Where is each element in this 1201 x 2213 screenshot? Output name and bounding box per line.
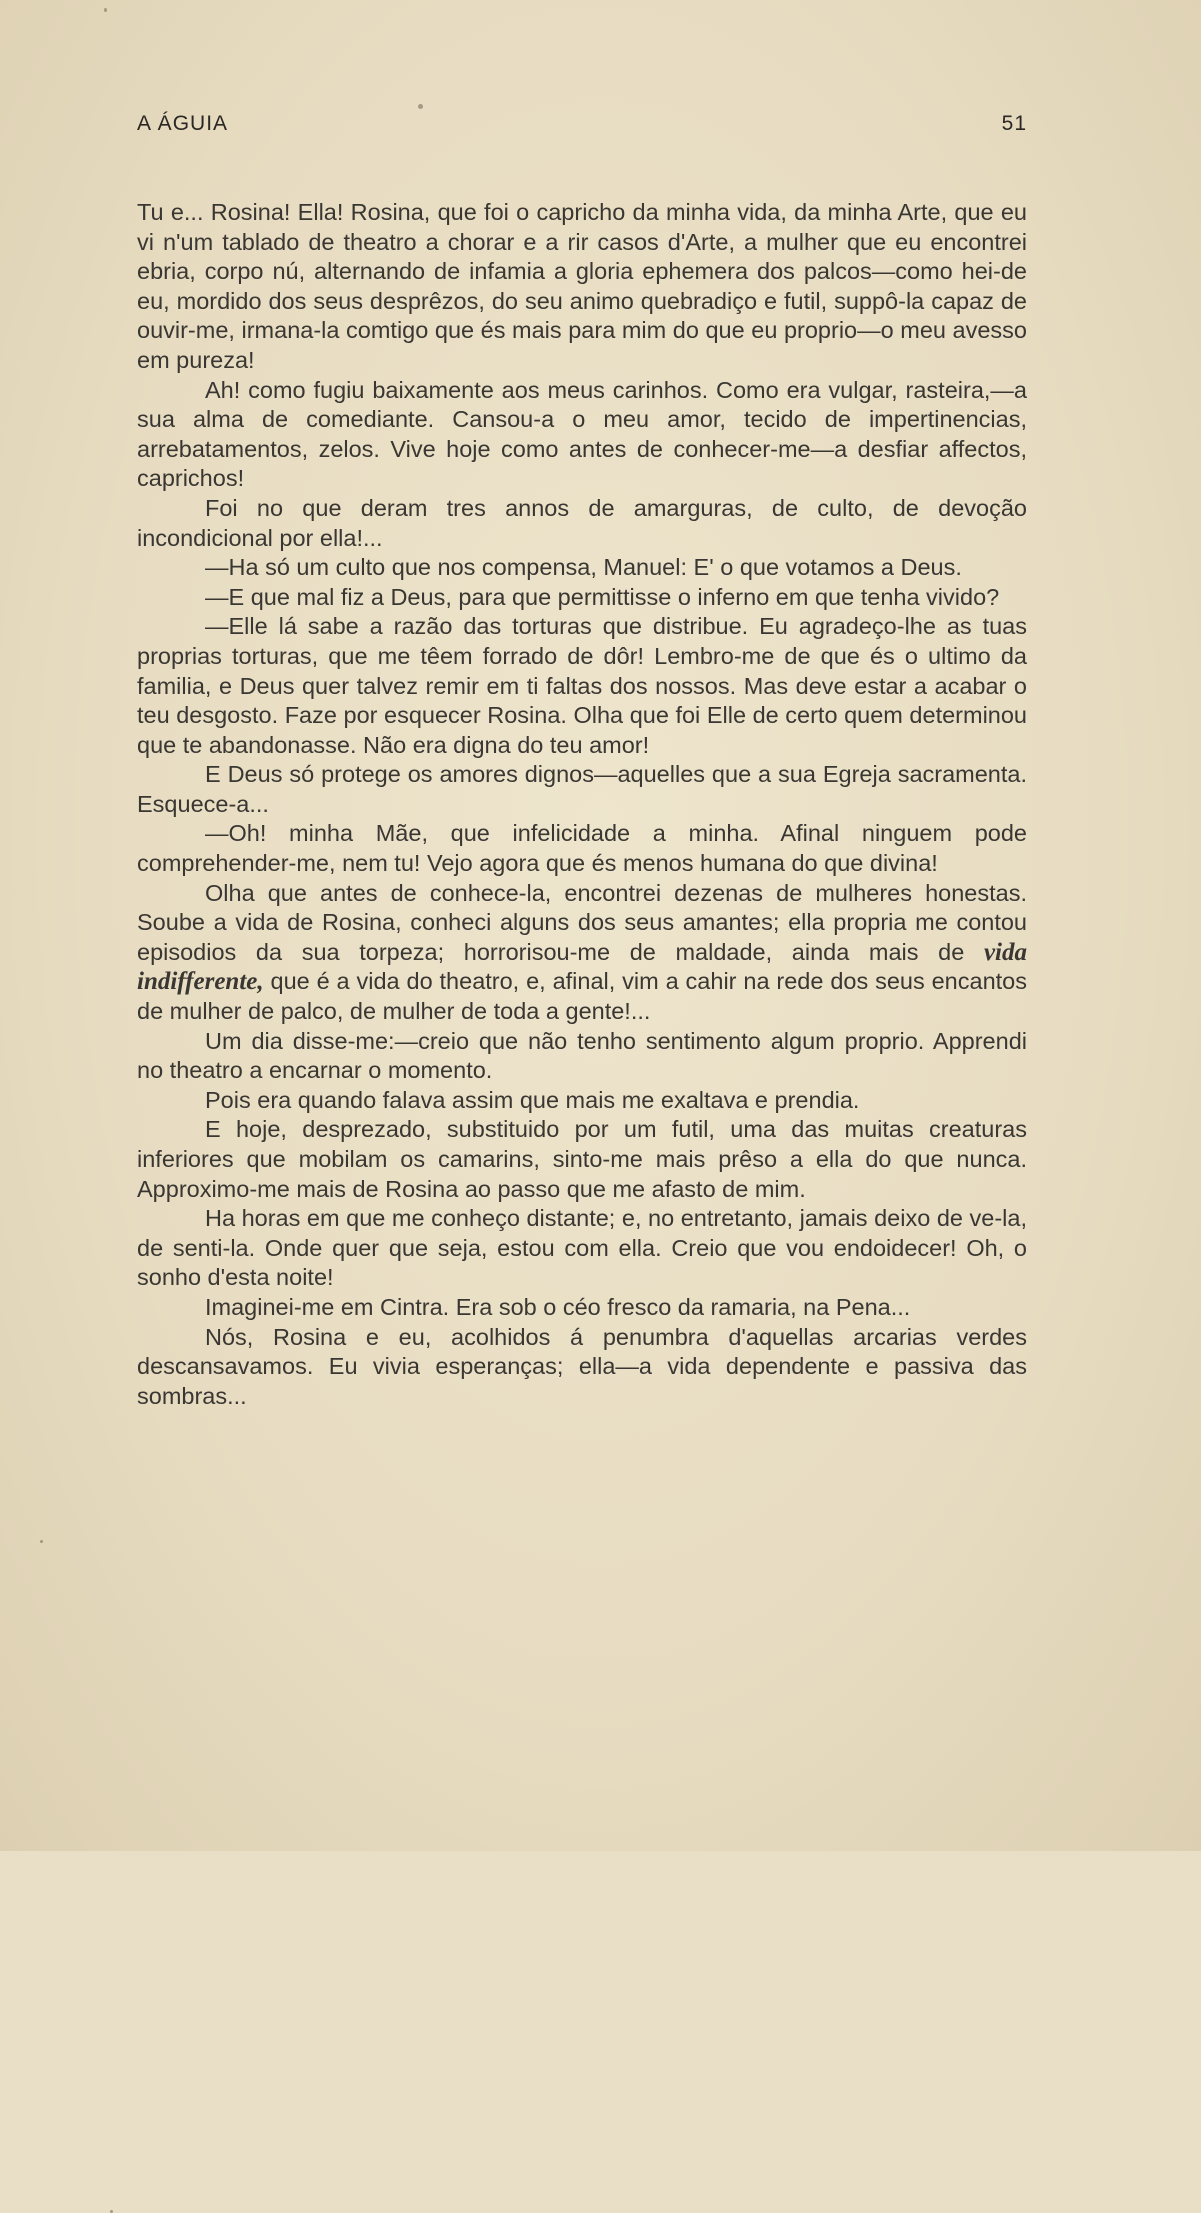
- dialogue-paragraph: —Ha só um culto que nos compensa, Manuel: E' o que votamos a Deus.: [205, 554, 962, 581]
- paragraph: E Deus só protege os amores dignos—aquelles que a sua Egreja sacramenta. Esquece-a...: [137, 761, 1027, 817]
- paragraph-text: que é a vida do theatro, e, afinal, vim a cahir na rede dos seus encantos de mulher de palco, de mulher de toda a gente!...: [137, 968, 1027, 1025]
- paragraph: Imaginei-me em Cintra. Era sob o céo fresco da ramaria, na Pena...: [205, 1293, 911, 1320]
- paragraph: Ha horas em que me conheço distante; e, no entretanto, jamais deixo de ve-la, de senti-la. Onde quer que seja, estou com ella. Creio que vou endoidecer! Oh, o sonho d'esta noite!: [137, 1205, 1027, 1291]
- dialogue-paragraph: —Elle lá sabe a razão das torturas que distribue. Eu agradeço-lhe as tuas proprias torturas, que me têem forrado de dôr! Lembro-me de que és o ultimo da familia, e Deus quer talvez remir em ti faltas dos nossos. Mas deve estar a acabar o teu desgosto. Faze por esquecer Rosina. Olha que foi Elle de certo quem determinou que te abandonasse. Não era digna do teu amor!: [137, 613, 1027, 758]
- paragraph: [137, 879, 1027, 1027]
- journal-title: A ÁGUIA: [137, 112, 229, 135]
- paper-speck: [418, 104, 423, 109]
- emphasized-phrase: vida indifferente,: [137, 938, 1027, 996]
- running-header: [137, 112, 1027, 144]
- paragraph: E hoje, desprezado, substituido por um futil, uma das muitas creaturas inferiores que mobilam os camarins, sinto-me mais prêso a ella do que nunca. Approximo-me mais de Rosina ao passo que me afasto de mim.: [137, 1116, 1027, 1202]
- paragraph: Foi no que deram tres annos de amarguras, de culto, de devoção incondicional por ella!...: [137, 494, 1027, 551]
- paragraph: Um dia disse-me:—creio que não tenho sentimento algum proprio. Apprendi no theatro a encarnar o momento.: [137, 1027, 1027, 1084]
- dialogue-paragraph: —Oh! minha Mãe, que infelicidade a minha. Afinal ninguem pode comprehender-me, nem tu! Vejo agora que és menos humana do que divina!: [137, 820, 1027, 877]
- paragraph: Ah! como fugiu baixamente aos meus carinhos. Como era vulgar, rasteira,—a sua alma de comediante. Cansou-a o meu amor, tecido de impertinencias, arrebatamentos, zelos. Vive hoje como antes de conhecer-me—a desfiar affectos, caprichos!: [137, 376, 1027, 492]
- body-text: [137, 198, 1027, 1411]
- paragraph-text: Olha que antes de conhece-la, encontrei dezenas de mulheres honestas. Soube a vida de Rosina, conheci alguns dos seus amantes; ella propria me contou episodios da sua torpeza; horrorisou-me de maldade, ainda mais de: [137, 879, 1027, 965]
- paragraph: Tu e... Rosina! Ella! Rosina, que foi o capricho da minha vida, da minha Arte, que eu vi n'um tablado de theatro a chorar e a rir casos d'Arte, a mulher que eu encontrei ebria, corpo nú, alternando de infamia a gloria ephemera dos palcos—como hei-de eu, mordido dos seus desprêzos, do seu animo quebradiço e futil, suppô-la capaz de ouvir-me, irmana-la comtigo que és mais para mim do que eu proprio—o meu avesso em pureza!: [137, 199, 1027, 373]
- paper-speck: [40, 1540, 43, 1543]
- paragraph: Nós, Rosina e eu, acolhidos á penumbra d'aquellas arcarias verdes descansavamos. Eu vivia esperanças; ella—a vida dependente e passiva das sombras...: [137, 1323, 1027, 1409]
- page-number: 51: [1001, 112, 1027, 135]
- paragraph: Pois era quando falava assim que mais me exaltava e prendia.: [205, 1086, 860, 1113]
- dialogue-paragraph: —E que mal fiz a Deus, para que permittisse o inferno em que tenha vivido?: [205, 583, 1000, 610]
- paper-speck: [104, 8, 107, 12]
